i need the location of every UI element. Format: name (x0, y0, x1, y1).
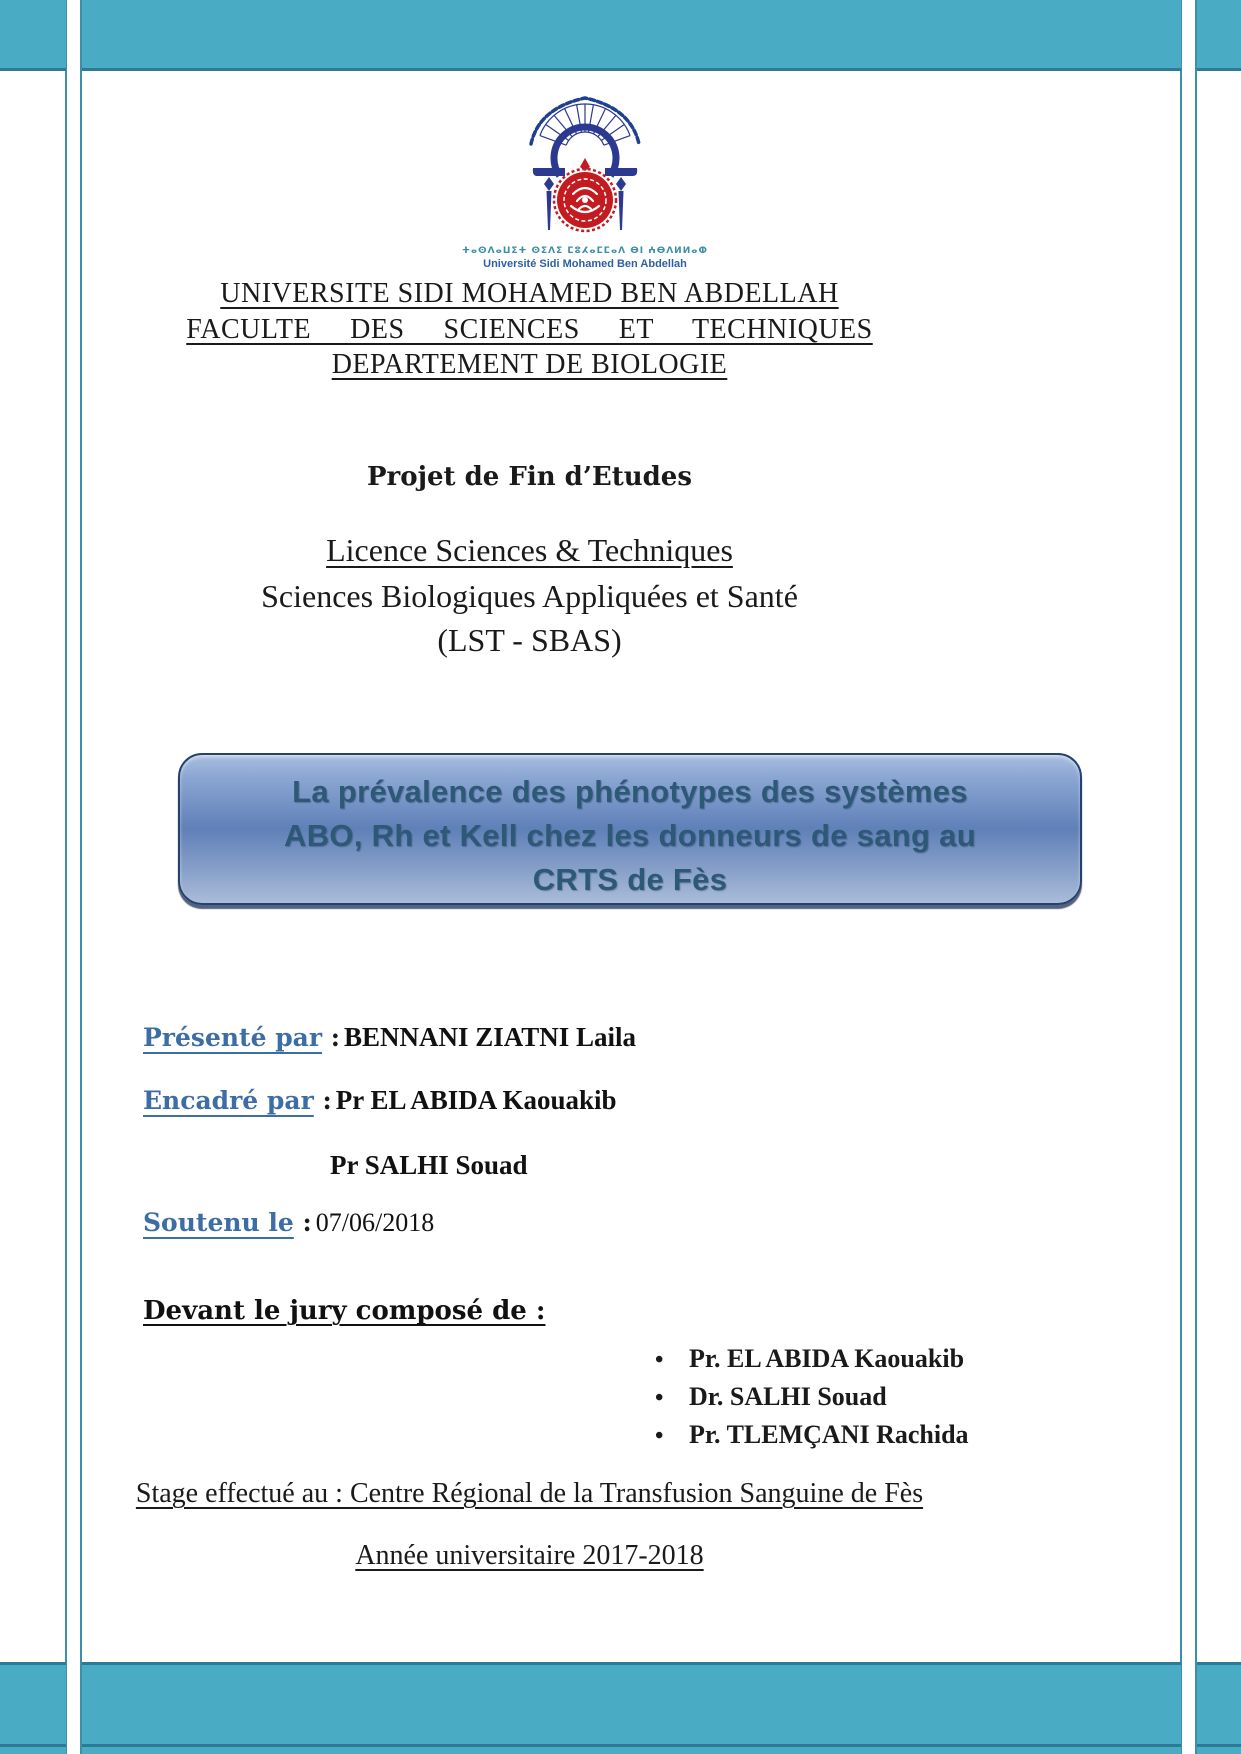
top-bar-edge (1197, 68, 1241, 71)
logo-tifinagh-text: ⵜⴰⵙⴷⴰⵡⵉⵜ ⵙⵉⴷⵉ ⵎⵓⵃⴰⵎⵎⴰⴷ ⴱⵏ ⵄⴱⴷⵍⵍⴰⵀ (462, 246, 708, 256)
jury-heading-row (143, 1296, 545, 1326)
jury-member-name: Dr. SALHI Souad (689, 1382, 887, 1411)
colon: : (330, 1023, 340, 1052)
thesis-title-line: CRTS de Fès (532, 862, 728, 897)
defense-date: 07/06/2018 (315, 1208, 435, 1237)
bottom-bar-edge (1197, 1662, 1241, 1665)
top-bar-edge (0, 68, 66, 71)
degree-line (82, 532, 1081, 569)
university-name-heading (82, 276, 1081, 311)
university-logo (505, 90, 665, 242)
internship-line (82, 1478, 1081, 1510)
bullet-icon: • (655, 1347, 664, 1373)
supervisor-name-1: Pr EL ABIDA Kaouakib (335, 1085, 617, 1115)
top-bar-right-segment (1197, 0, 1241, 70)
jury-member-name: Pr. EL ABIDA Kaouakib (689, 1344, 965, 1373)
thesis-title-box (178, 753, 1082, 905)
university-emblem-icon (505, 90, 665, 242)
jury-member-row (655, 1382, 887, 1412)
top-bar-main-segment (82, 0, 1181, 70)
supervisor-2-row (330, 1150, 528, 1181)
top-bar-edge (82, 68, 1181, 71)
right-outer-rule (1195, 0, 1197, 1754)
bullet-icon: • (655, 1423, 664, 1449)
presented-by-label: Présenté par (143, 1023, 323, 1052)
department-heading (82, 347, 1081, 382)
bottom-bar-inner-line (82, 1744, 1181, 1747)
supervised-by-row (143, 1085, 617, 1116)
jury-member-row (655, 1420, 969, 1450)
internship-text: Stage effectué au : Centre Régional de la Transfusion Sanguine de Fès (135, 1478, 924, 1509)
colon: : (322, 1086, 332, 1115)
faculty-text: FACULTE DES SCIENCES ET TECHNIQUES (186, 314, 873, 345)
project-kicker: Projet de Fin d’Etudes (367, 462, 692, 492)
bottom-bar-edge (82, 1662, 1181, 1665)
jury-member-name: Pr. TLEMÇANI Rachida (689, 1420, 969, 1449)
abbreviation-line: (LST - SBAS) (437, 622, 622, 658)
university-name-text: UNIVERSITE SIDI MOHAMED BEN ABDELLAH (220, 278, 839, 309)
academic-year-line (82, 1540, 1081, 1572)
bottom-bar-main-segment (82, 1662, 1181, 1754)
logo-caption: Université Sidi Mohamed Ben Abdellah (483, 258, 687, 270)
jury-member-row (655, 1344, 964, 1374)
academic-year-text: Année universitaire 2017-2018 (355, 1540, 704, 1571)
supervisor-name-2: Pr SALHI Souad (330, 1150, 528, 1180)
presented-by-row (143, 1022, 636, 1053)
bottom-bar-edge (0, 1662, 66, 1665)
defended-on-label: Soutenu le (143, 1208, 294, 1237)
faculty-heading (82, 312, 1081, 347)
bullet-icon: • (655, 1385, 664, 1411)
jury-heading: Devant le jury composé de : (143, 1296, 546, 1326)
bottom-bar-inner-line (0, 1744, 66, 1747)
left-outer-rule (65, 0, 67, 1754)
bottom-bar-inner-line (1197, 1744, 1241, 1747)
department-text: DEPARTEMENT DE BIOLOGIE (331, 349, 728, 380)
thesis-title-line: ABO, Rh et Kell chez les donneurs de sang au (284, 818, 976, 853)
bottom-bar-left-segment (0, 1662, 66, 1754)
thesis-title-line: La prévalence des phénotypes des systèmes (292, 774, 968, 809)
supervised-by-label: Encadré par (143, 1086, 314, 1115)
colon: : (302, 1208, 312, 1237)
top-bar-left-segment (0, 0, 66, 70)
degree-text: Licence Sciences & Techniques (326, 532, 733, 568)
defended-on-row (143, 1208, 434, 1238)
specialty-line: Sciences Biologiques Appliquées et Santé (261, 578, 798, 614)
right-frame-rule (1180, 0, 1182, 1754)
bottom-bar-right-segment (1197, 1662, 1241, 1754)
author-name: BENNANI ZIATNI Laila (344, 1022, 637, 1052)
